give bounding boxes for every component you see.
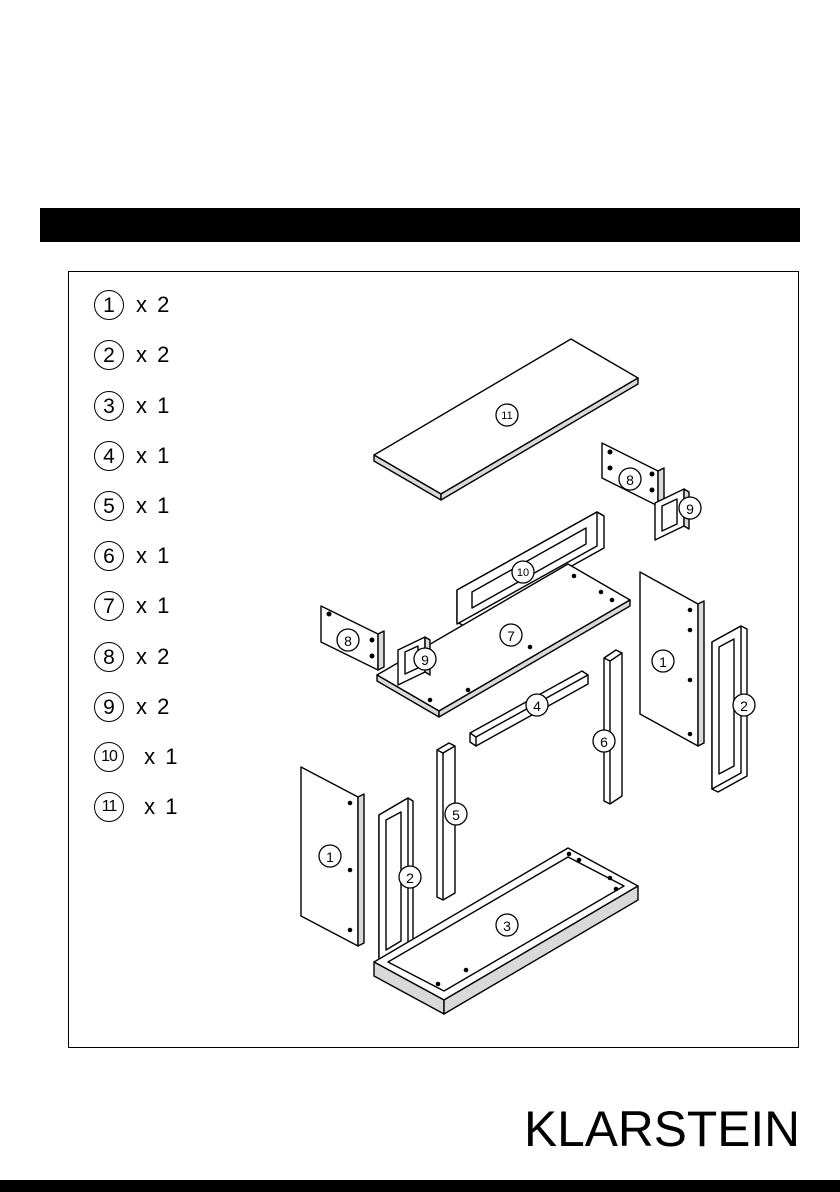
part-quantity: x 1: [136, 493, 172, 518]
part-number: 10: [94, 742, 124, 772]
callout-11-label: 11: [501, 410, 513, 422]
callout-2-left: [399, 866, 421, 888]
part-quantity: x 1: [136, 443, 172, 468]
callout-8-left: [337, 629, 359, 651]
callout-1-right: [652, 650, 674, 672]
callout-4: [526, 694, 548, 716]
callout-7-label: 7: [507, 628, 515, 644]
callout-5: [445, 803, 467, 825]
part-number: 3: [94, 391, 124, 421]
part-number: 11: [94, 792, 124, 822]
callout-10: [512, 561, 534, 583]
callout-7: [500, 624, 522, 646]
callout-6: [593, 730, 615, 752]
callout-3: [496, 914, 518, 936]
part-quantity: x 1: [136, 593, 172, 618]
callout-9-left: [414, 648, 436, 670]
callout-1-left-label: 1: [326, 849, 334, 865]
section-header-bar: [40, 208, 800, 242]
part-quantity: x 1: [136, 393, 172, 418]
callout-6-label: 6: [600, 734, 608, 750]
callout-8-upper-label: 8: [626, 472, 634, 488]
callout-2-right-label: 2: [740, 698, 748, 714]
callout-3-label: 3: [503, 918, 511, 934]
brand-name: KLARSTEIN: [524, 1101, 800, 1157]
part-number: 7: [94, 591, 124, 621]
callout-11: [496, 404, 518, 426]
callout-9-upper-label: 9: [686, 501, 694, 517]
callout-9-upper: [679, 497, 701, 519]
part-quantity: x 2: [136, 292, 172, 317]
part-number: 1: [94, 290, 124, 320]
part-quantity: x 1: [136, 744, 180, 769]
part-quantity: x 1: [136, 794, 180, 819]
part-quantity: x 2: [136, 644, 172, 669]
brand-logo: [522, 1098, 802, 1158]
callout-2-left-label: 2: [406, 870, 414, 886]
callout-2-right: [733, 694, 755, 716]
callout-8-left-label: 8: [344, 633, 352, 649]
callout-8-upper: [619, 468, 641, 490]
callout-4-label: 4: [533, 698, 541, 714]
part-number: 4: [94, 441, 124, 471]
callout-9-left-label: 9: [421, 652, 429, 668]
part-quantity: x 2: [136, 342, 172, 367]
part-quantity: x 2: [136, 694, 172, 719]
part-number: 5: [94, 491, 124, 521]
part-number: 2: [94, 340, 124, 370]
part-number: 9: [94, 692, 124, 722]
callout-5-label: 5: [452, 807, 460, 823]
part-quantity: x 1: [136, 543, 172, 568]
footer-bar: [0, 1180, 840, 1192]
callout-1-left: [319, 845, 341, 867]
part-number: 8: [94, 642, 124, 672]
exploded-assembly-diagram: [68, 271, 799, 1048]
callout-10-label: 10: [516, 567, 530, 579]
part-6-post: [604, 650, 622, 804]
part-number: 6: [94, 541, 124, 571]
callout-1-right-label: 1: [659, 654, 667, 670]
